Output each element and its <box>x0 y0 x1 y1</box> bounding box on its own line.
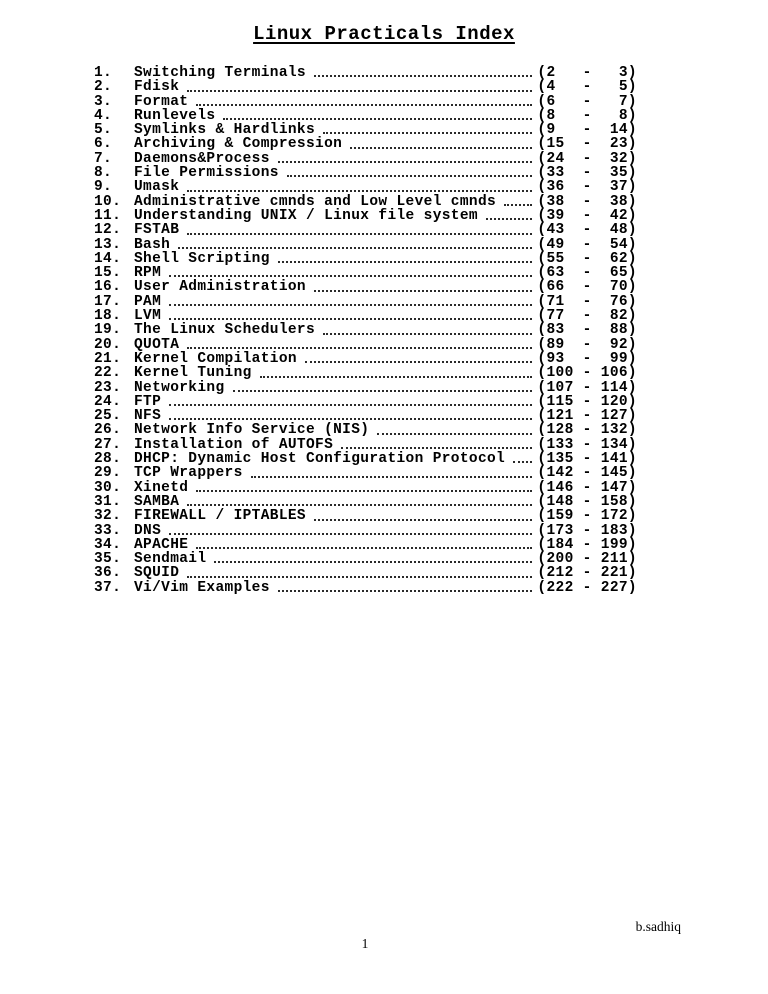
dot-leader <box>169 418 532 420</box>
page-range: (184 - 199) <box>537 536 637 553</box>
item-number: 31. <box>94 493 122 510</box>
dot-leader <box>323 333 532 335</box>
index-row <box>94 481 637 495</box>
dot-leader <box>187 233 532 235</box>
index-row <box>94 495 637 509</box>
item-number: 4. <box>94 107 113 124</box>
index-row <box>94 166 637 180</box>
page-title: Linux Practicals Index <box>253 23 515 45</box>
item-title: Kernel Tuning <box>134 365 252 382</box>
dot-leader <box>187 576 532 578</box>
dot-leader <box>278 261 533 263</box>
item-number: 22. <box>94 365 122 382</box>
item-title: FTP <box>134 393 162 410</box>
index-row <box>94 581 637 595</box>
dot-leader <box>287 175 533 177</box>
index-row <box>94 66 637 80</box>
item-number: 5. <box>94 122 113 139</box>
item-number: 21. <box>94 350 122 367</box>
page-range: (142 - 145) <box>537 465 637 482</box>
item-number: 25. <box>94 408 122 425</box>
item-number: 36. <box>94 565 122 582</box>
item-number: 33. <box>94 522 122 539</box>
item-number: 13. <box>94 236 122 253</box>
page-range: (24 - 32) <box>537 150 637 167</box>
page-range: (83 - 88) <box>537 322 637 339</box>
item-title: APACHE <box>134 536 189 553</box>
page-range: (173 - 183) <box>537 522 637 539</box>
page-range: (55 - 62) <box>537 250 637 267</box>
item-number: 19. <box>94 322 122 339</box>
index-row <box>94 152 637 166</box>
page-range: (121 - 127) <box>537 408 637 425</box>
item-title: Fdisk <box>134 79 180 96</box>
page-range: (159 - 172) <box>537 508 637 525</box>
item-title: Sendmail <box>134 551 207 568</box>
dot-leader <box>377 433 532 435</box>
item-title: QUOTA <box>134 336 180 353</box>
dot-leader <box>196 490 532 492</box>
page-range: (4 - 5) <box>537 79 637 96</box>
index-row <box>94 252 637 266</box>
dot-leader <box>314 290 532 292</box>
item-number: 11. <box>94 207 122 224</box>
item-number: 20. <box>94 336 122 353</box>
index-row <box>94 280 637 294</box>
item-number: 15. <box>94 265 122 282</box>
index-row <box>94 552 637 566</box>
item-title: DHCP: Dynamic Host Configuration Protocol <box>134 451 506 468</box>
item-title: Networking <box>134 379 225 396</box>
item-title: Installation of AUTOFS <box>134 436 334 453</box>
index-row <box>94 238 637 252</box>
dot-leader <box>187 504 532 506</box>
page-range: (6 - 7) <box>537 93 637 110</box>
item-title: NFS <box>134 408 162 425</box>
item-number: 29. <box>94 465 122 482</box>
page-range: (39 - 42) <box>537 207 637 224</box>
page-range: (128 - 132) <box>537 422 637 439</box>
item-number: 37. <box>94 579 122 596</box>
index-row <box>94 395 637 409</box>
item-title: Daemons&Process <box>134 150 270 167</box>
item-number: 8. <box>94 165 113 182</box>
index-row <box>94 409 637 423</box>
dot-leader <box>187 90 532 92</box>
dot-leader <box>169 304 532 306</box>
index-row <box>94 366 637 380</box>
item-title: Symlinks & Hardlinks <box>134 122 316 139</box>
index-row <box>94 566 637 580</box>
dot-leader <box>169 404 532 406</box>
item-number: 18. <box>94 308 122 325</box>
page-range: (146 - 147) <box>537 479 637 496</box>
item-title: DNS <box>134 522 162 539</box>
item-number: 9. <box>94 179 113 196</box>
page-range: (89 - 92) <box>537 336 637 353</box>
page-range: (43 - 48) <box>537 222 637 239</box>
index-list <box>94 66 637 595</box>
page-range: (135 - 141) <box>537 451 637 468</box>
item-title: Switching Terminals <box>134 65 306 81</box>
page-range: (71 - 76) <box>537 293 637 310</box>
page-range: (200 - 211) <box>537 551 637 568</box>
dot-leader <box>305 361 532 363</box>
item-title: Runlevels <box>134 107 216 124</box>
index-row <box>94 295 637 309</box>
page-range: (107 - 114) <box>537 379 637 396</box>
item-number: 26. <box>94 422 122 439</box>
page-range: (115 - 120) <box>537 393 637 410</box>
page-range: (38 - 38) <box>537 193 637 210</box>
index-row <box>94 524 637 538</box>
item-number: 12. <box>94 222 122 239</box>
item-number: 10. <box>94 193 122 210</box>
item-number: 30. <box>94 479 122 496</box>
dot-leader <box>233 390 533 392</box>
dot-leader <box>314 75 532 77</box>
item-title: User Administration <box>134 279 306 296</box>
page-range: (100 - 106) <box>537 365 637 382</box>
page-range: (148 - 158) <box>537 493 637 510</box>
item-number: 24. <box>94 393 122 410</box>
item-title: TCP Wrappers <box>134 465 243 482</box>
item-title: Network Info Service (NIS) <box>134 422 370 439</box>
item-title: Umask <box>134 179 180 196</box>
item-title: Administrative cmnds and Low Level cmnds <box>134 193 497 210</box>
item-number: 27. <box>94 436 122 453</box>
dot-leader <box>196 547 532 549</box>
item-title: Archiving & Compression <box>134 136 343 153</box>
dot-leader <box>169 275 532 277</box>
item-title: FSTAB <box>134 222 180 239</box>
item-title: File Permissions <box>134 165 279 182</box>
item-number: 2. <box>94 79 113 96</box>
index-row <box>94 352 637 366</box>
dot-leader <box>278 590 533 592</box>
item-title: Shell Scripting <box>134 250 270 267</box>
dot-leader <box>251 476 533 478</box>
index-row <box>94 338 637 352</box>
page-range: (15 - 23) <box>537 136 637 153</box>
dot-leader <box>223 118 532 120</box>
dot-leader <box>187 190 532 192</box>
page-range: (49 - 54) <box>537 236 637 253</box>
index-row <box>94 95 637 109</box>
page-range: (9 - 14) <box>537 122 637 139</box>
page-number: 1 <box>361 936 369 951</box>
item-title: RPM <box>134 265 162 282</box>
item-number: 3. <box>94 93 113 110</box>
index-row <box>94 180 637 194</box>
index-row <box>94 309 637 323</box>
item-title: SQUID <box>134 565 180 582</box>
item-title: Vi/Vim Examples <box>134 579 270 596</box>
dot-leader <box>260 376 533 378</box>
item-number: 17. <box>94 293 122 310</box>
dot-leader <box>169 533 532 535</box>
item-title: LVM <box>134 308 162 325</box>
dot-leader <box>169 318 532 320</box>
page-range: (93 - 99) <box>537 350 637 367</box>
item-number: 6. <box>94 136 113 153</box>
item-number: 34. <box>94 536 122 553</box>
item-title: Bash <box>134 236 171 253</box>
index-row <box>94 323 637 337</box>
item-title: FIREWALL / IPTABLES <box>134 508 306 525</box>
page-range: (66 - 70) <box>537 279 637 296</box>
item-title: Xinetd <box>134 479 189 496</box>
page-range: (36 - 37) <box>537 179 637 196</box>
index-row <box>94 538 637 552</box>
dot-leader <box>278 161 533 163</box>
page-range: (77 - 82) <box>537 308 637 325</box>
index-row <box>94 123 637 137</box>
index-row <box>94 209 637 223</box>
dot-leader <box>187 347 532 349</box>
item-number: 23. <box>94 379 122 396</box>
page-range: (8 - 8) <box>537 107 637 124</box>
index-row <box>94 195 637 209</box>
dot-leader <box>350 147 532 149</box>
dot-leader <box>196 104 532 106</box>
item-title: SAMBA <box>134 493 180 510</box>
index-row <box>94 223 637 237</box>
item-title: Kernel Compilation <box>134 350 297 367</box>
index-row <box>94 80 637 94</box>
item-title: The Linux Schedulers <box>134 322 316 339</box>
page-range: (33 - 35) <box>537 165 637 182</box>
dot-leader <box>504 204 532 206</box>
author-signature: b.sadhiq <box>635 919 681 934</box>
item-number: 32. <box>94 508 122 525</box>
dot-leader <box>314 519 532 521</box>
dot-leader <box>323 132 532 134</box>
item-number: 35. <box>94 551 122 568</box>
item-number: 14. <box>94 250 122 267</box>
item-title: Understanding UNIX / Linux file system <box>134 207 478 224</box>
item-number: 16. <box>94 279 122 296</box>
item-number: 7. <box>94 150 113 167</box>
index-row <box>94 423 637 437</box>
item-title: PAM <box>134 293 162 310</box>
dot-leader <box>486 218 532 220</box>
page-range: (222 - 227) <box>537 579 637 596</box>
page-range: (212 - 221) <box>537 565 637 582</box>
dot-leader <box>341 447 532 449</box>
item-title: Format <box>134 93 189 110</box>
page-range: (63 - 65) <box>537 265 637 282</box>
dot-leader <box>178 247 532 249</box>
index-row <box>94 452 637 466</box>
index-row <box>94 137 637 151</box>
index-row <box>94 438 637 452</box>
item-number: 1. <box>94 65 113 81</box>
page-range: (133 - 134) <box>537 436 637 453</box>
index-row <box>94 509 637 523</box>
index-row <box>94 381 637 395</box>
page-range: (2 - 3) <box>537 65 637 81</box>
index-row <box>94 266 637 280</box>
dot-leader <box>513 461 532 463</box>
index-row <box>94 466 637 480</box>
dot-leader <box>214 561 532 563</box>
index-row <box>94 109 637 123</box>
item-number: 28. <box>94 451 122 468</box>
